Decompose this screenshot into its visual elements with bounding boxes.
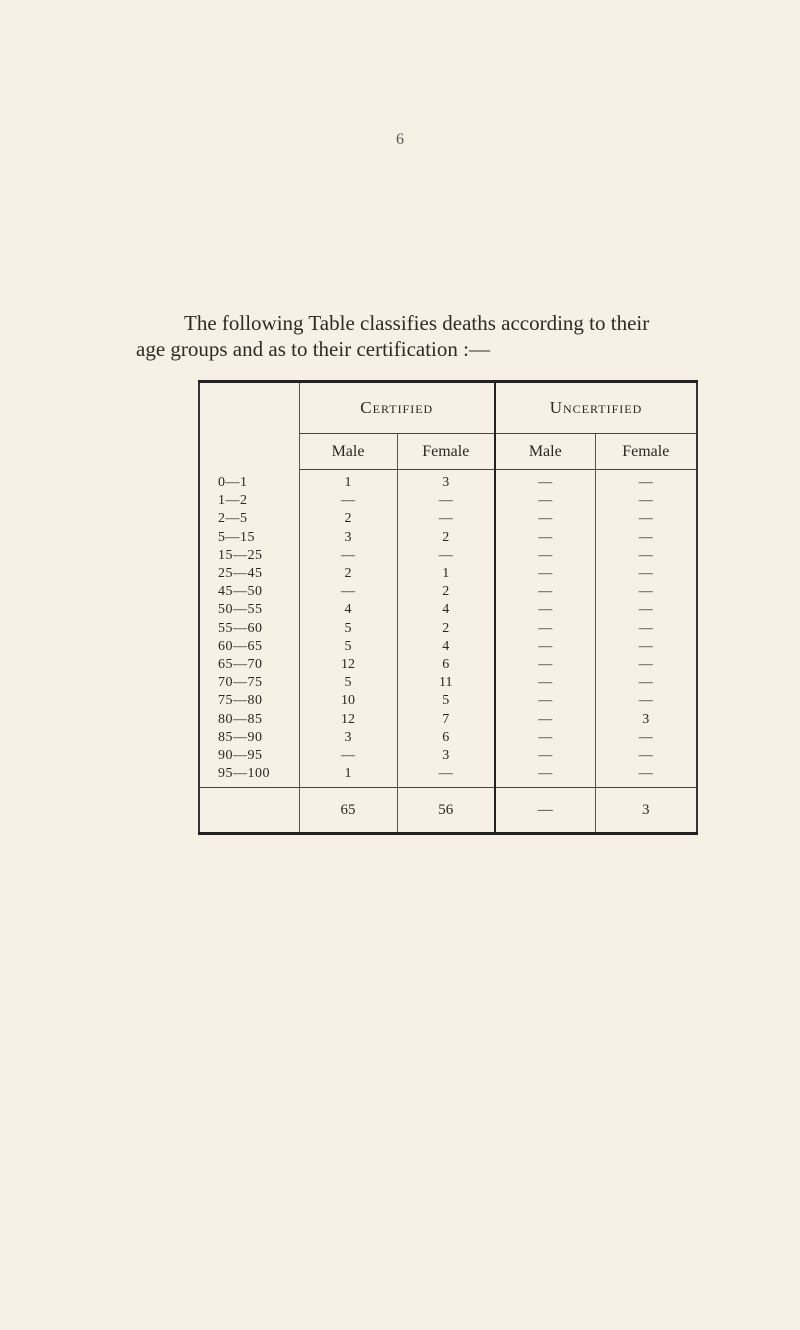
- table-row: [199, 692, 697, 710]
- certified-female-cell: —: [397, 547, 495, 565]
- table-row: [199, 529, 697, 547]
- certified-female-cell: 3: [397, 470, 495, 493]
- certified-male-cell: —: [299, 492, 397, 510]
- uncertified-female-cell: —: [595, 470, 697, 493]
- uncertified-female-cell: —: [595, 674, 697, 692]
- uncertified-female-cell: —: [595, 529, 697, 547]
- age-group-cell: 90—95: [218, 747, 263, 763]
- uncertified-male-cell: —: [495, 470, 595, 493]
- uncertified-female-cell: —: [595, 747, 697, 765]
- table-row: [199, 547, 697, 565]
- uncertified-female-cell: —: [595, 620, 697, 638]
- age-group-cell: 2—5: [218, 511, 248, 527]
- group-header-row: [199, 382, 697, 434]
- uncertified-female-cell: —: [595, 729, 697, 747]
- certified-male-cell: 12: [299, 710, 397, 728]
- certified-female-cell: —: [397, 492, 495, 510]
- total-certified-female: 56: [397, 788, 495, 834]
- totals-label-cell: [199, 788, 299, 834]
- certified-female-cell: 7: [397, 710, 495, 728]
- uncertified-female-cell: —: [595, 638, 697, 656]
- uncertified-male-cell: —: [495, 492, 595, 510]
- age-group-cell: 95—100: [218, 766, 270, 782]
- certified-female-header: Female: [397, 434, 495, 470]
- age-group-cell: 25—45: [218, 566, 263, 582]
- intro-line-2: age groups and as to their certification :—: [136, 337, 490, 361]
- uncertified-male-cell: —: [495, 529, 595, 547]
- certified-female-cell: 2: [397, 583, 495, 601]
- age-group-cell: 15—25: [218, 547, 263, 563]
- age-group-cell: 80—85: [218, 711, 263, 727]
- uncertified-male-cell: —: [495, 765, 595, 788]
- uncertified-male-cell: —: [495, 565, 595, 583]
- certified-male-cell: 5: [299, 638, 397, 656]
- uncertified-header: Uncertified: [495, 382, 697, 434]
- certified-female-cell: 11: [397, 674, 495, 692]
- total-uncertified-female: 3: [595, 788, 697, 834]
- table-row: [199, 565, 697, 583]
- table-row: [199, 492, 697, 510]
- uncertified-male-cell: —: [495, 620, 595, 638]
- certified-male-cell: —: [299, 547, 397, 565]
- certified-male-cell: 10: [299, 692, 397, 710]
- uncertified-female-cell: —: [595, 601, 697, 619]
- certified-male-cell: —: [299, 583, 397, 601]
- age-group-cell: 65—70: [218, 656, 263, 672]
- age-group-cell: 70—75: [218, 675, 263, 691]
- table-body: [199, 470, 697, 788]
- certified-male-cell: 5: [299, 674, 397, 692]
- uncertified-female-cell: 3: [595, 710, 697, 728]
- certified-header: Certified: [299, 382, 495, 434]
- age-group-cell: 85—90: [218, 729, 263, 745]
- age-group-cell: 5—15: [218, 529, 255, 545]
- uncertified-male-cell: —: [495, 674, 595, 692]
- total-uncertified-male: —: [495, 788, 595, 834]
- certified-female-cell: 3: [397, 747, 495, 765]
- table-row: [199, 638, 697, 656]
- uncertified-female-cell: —: [595, 692, 697, 710]
- table-row: [199, 510, 697, 528]
- age-certification-table: [198, 380, 698, 835]
- certified-male-header: Male: [299, 434, 397, 470]
- uncertified-female-header: Female: [595, 434, 697, 470]
- certified-female-cell: 6: [397, 729, 495, 747]
- uncertified-male-cell: —: [495, 601, 595, 619]
- uncertified-male-cell: —: [495, 638, 595, 656]
- certified-male-cell: 2: [299, 565, 397, 583]
- table-row: [199, 583, 697, 601]
- table-row: [199, 729, 697, 747]
- intro-line-1: The following Table classifies deaths according to their: [184, 311, 650, 335]
- uncertified-female-cell: —: [595, 656, 697, 674]
- uncertified-male-cell: —: [495, 547, 595, 565]
- table-row: [199, 601, 697, 619]
- certified-female-cell: 4: [397, 638, 495, 656]
- uncertified-female-cell: —: [595, 547, 697, 565]
- certified-male-cell: 5: [299, 620, 397, 638]
- certified-male-cell: —: [299, 747, 397, 765]
- age-group-cell: 0—1: [218, 474, 248, 490]
- certified-female-cell: 5: [397, 692, 495, 710]
- deaths-by-age-table: [198, 380, 696, 844]
- age-group-cell: 1—2: [218, 493, 248, 509]
- certified-female-cell: —: [397, 510, 495, 528]
- certified-male-cell: 2: [299, 510, 397, 528]
- uncertified-female-cell: —: [595, 492, 697, 510]
- uncertified-female-cell: —: [595, 765, 697, 788]
- age-group-cell: 45—50: [218, 584, 263, 600]
- age-group-cell: 55—60: [218, 620, 263, 636]
- uncertified-male-cell: —: [495, 656, 595, 674]
- uncertified-male-cell: —: [495, 747, 595, 765]
- age-group-cell: 75—80: [218, 693, 263, 709]
- uncertified-male-cell: —: [495, 692, 595, 710]
- page-number: 6: [396, 131, 404, 148]
- uncertified-female-cell: —: [595, 510, 697, 528]
- certified-female-cell: 2: [397, 529, 495, 547]
- certified-male-cell: 3: [299, 729, 397, 747]
- uncertified-female-cell: —: [595, 583, 697, 601]
- certified-male-cell: 4: [299, 601, 397, 619]
- table-row: [199, 620, 697, 638]
- certified-female-cell: 2: [397, 620, 495, 638]
- certified-female-cell: —: [397, 765, 495, 788]
- uncertified-male-header: Male: [495, 434, 595, 470]
- uncertified-female-cell: —: [595, 565, 697, 583]
- certified-male-cell: 1: [299, 470, 397, 493]
- table-row: [199, 470, 697, 493]
- uncertified-male-cell: —: [495, 729, 595, 747]
- certified-female-cell: 6: [397, 656, 495, 674]
- table-row: [199, 710, 697, 728]
- certified-male-cell: 3: [299, 529, 397, 547]
- uncertified-male-cell: —: [495, 710, 595, 728]
- certified-male-cell: 1: [299, 765, 397, 788]
- table-row: [199, 765, 697, 788]
- age-group-cell: 50—55: [218, 602, 263, 618]
- table-row: [199, 747, 697, 765]
- intro-paragraph: [136, 310, 776, 362]
- totals-row: [199, 788, 697, 834]
- uncertified-male-cell: —: [495, 510, 595, 528]
- certified-male-cell: 12: [299, 656, 397, 674]
- age-group-cell: 60—65: [218, 638, 263, 654]
- certified-female-cell: 4: [397, 601, 495, 619]
- uncertified-male-cell: —: [495, 583, 595, 601]
- age-column-header: [199, 382, 299, 470]
- certified-female-cell: 1: [397, 565, 495, 583]
- total-certified-male: 65: [299, 788, 397, 834]
- table-row: [199, 656, 697, 674]
- table-row: [199, 674, 697, 692]
